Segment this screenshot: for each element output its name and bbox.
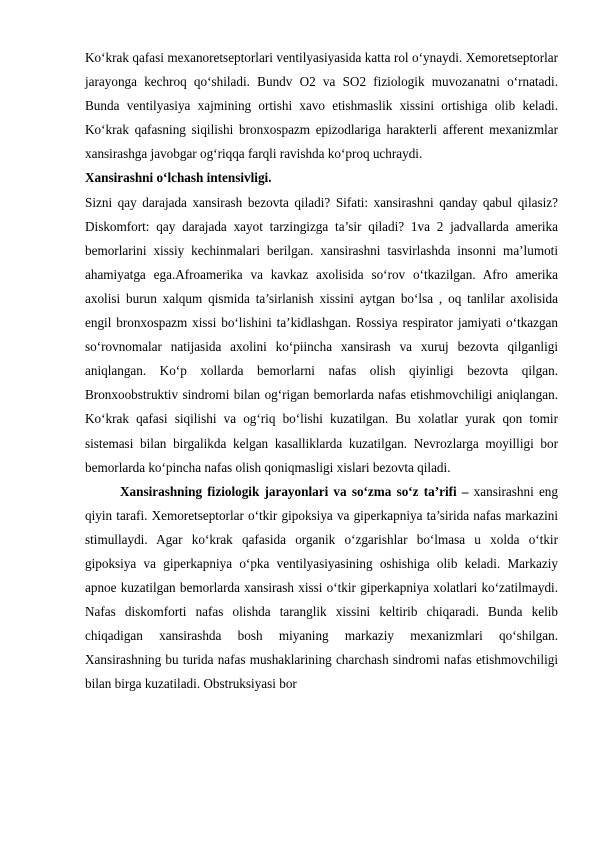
section-heading: Xansirashni o‘lchash intensivligi. (85, 170, 272, 186)
paragraph-physiology-text: xansirashni eng qiyin tarafi. Xemoretseptorlar o‘tkir gipoksiya va giperkapniya ta’sirida nafas markazini stimullaydi. Agar ko‘krak qafasida organik o‘zgarishlar bo‘lmasa u xolda o‘tkir gipoksiya va giperkapniya o‘pka ventilyasiyasining oshishiga olib keladi. Markaziy apnoe kuzatilgan bemorlarda xansirash xissi o‘tkir giperkapniya xolatlari ko‘zatilmaydi. Nafas diskomforti nafas olishda taranglik xissini keltirib chiqaradi. Bunda kelib chiqadigan xansirashda bosh miyaning markaziy mexanizmlari qo‘shilgan. Xansirashning bu turida nafas mushaklarining charchash sindromi nafas etishmovchiligi bilan birga kuzatiladi. Obstruksiyasi bor (85, 483, 558, 692)
paragraph-mechanoreceptors: Ko‘krak qafasi mexanoretseptorlari ventilyasiyasida katta rol o‘ynaydi. Xemoretseptorlar jarayonga kechroq qo‘shiladi. Bundv O2 va SO2 fiziologik muvozanatni o‘rnatadi. Bunda ventilyasiya xajmining ortishi xavo etishmaslik xissini ortishiga olib keladi. Ko‘krak qafasning siqilishi bronxospazm epizodlariga harakterli afferent mexanizmlar xansirashga javobgar og‘riqqa farqli ravishda ko‘proq uchraydi. (85, 50, 558, 162)
paragraph-measurement: Sizni qay darajada xansirash bezovta qiladi? Sifati: xansirashni qanday qabul qilasiz? Diskomfort: qay darajada xayot tarzingizga ta’sir qiladi? 1va 2 jadvallarda amerika bemorlarini xissiy kechinmalari berilgan. xansirashni tasvirlashda insonni ma’lumoti ahamiyatga ega.Afroamerika va kavkaz axolisida so‘rov o‘tkazilgan. Afro amerika axolisi burun xalqum qismida ta’sirlanish xissini aytgan bo‘lsa , oq tanlilar axolisida engil bronxospazm xissi bo‘lishini ta’kidlashgan. Rossiya respirator jamiyati o‘tkazgan so‘rovnomalar natijasida axolini ko‘piincha xansirash va xuruj bezovta qilganligi aniqlangan. Ko‘p xollarda bemorlarni nafas olish qiyinligi bezovta qilgan. Bronxoobstruktiv sindromi bilan og‘rigan bemorlarda nafas etishmovchiligi aniqlangan. Ko‘krak qafasi siqilishi va og‘riq bo‘lishi kuzatilgan. Bu xolatlar yurak qon tomir sistemasi bilan birgalikda kelgan kasalliklarda kuzatilgan. Nevrozlarga moyilligi bor bemorlarda ko‘pincha nafas olish qoniqmasligi xislari bezovta qiladi. (85, 194, 558, 475)
paragraph-physiology (85, 480, 558, 697)
inline-bold-term: Xansirashning fiziologik jarayonlari va so‘zma so‘z ta’rifi – (120, 483, 469, 499)
